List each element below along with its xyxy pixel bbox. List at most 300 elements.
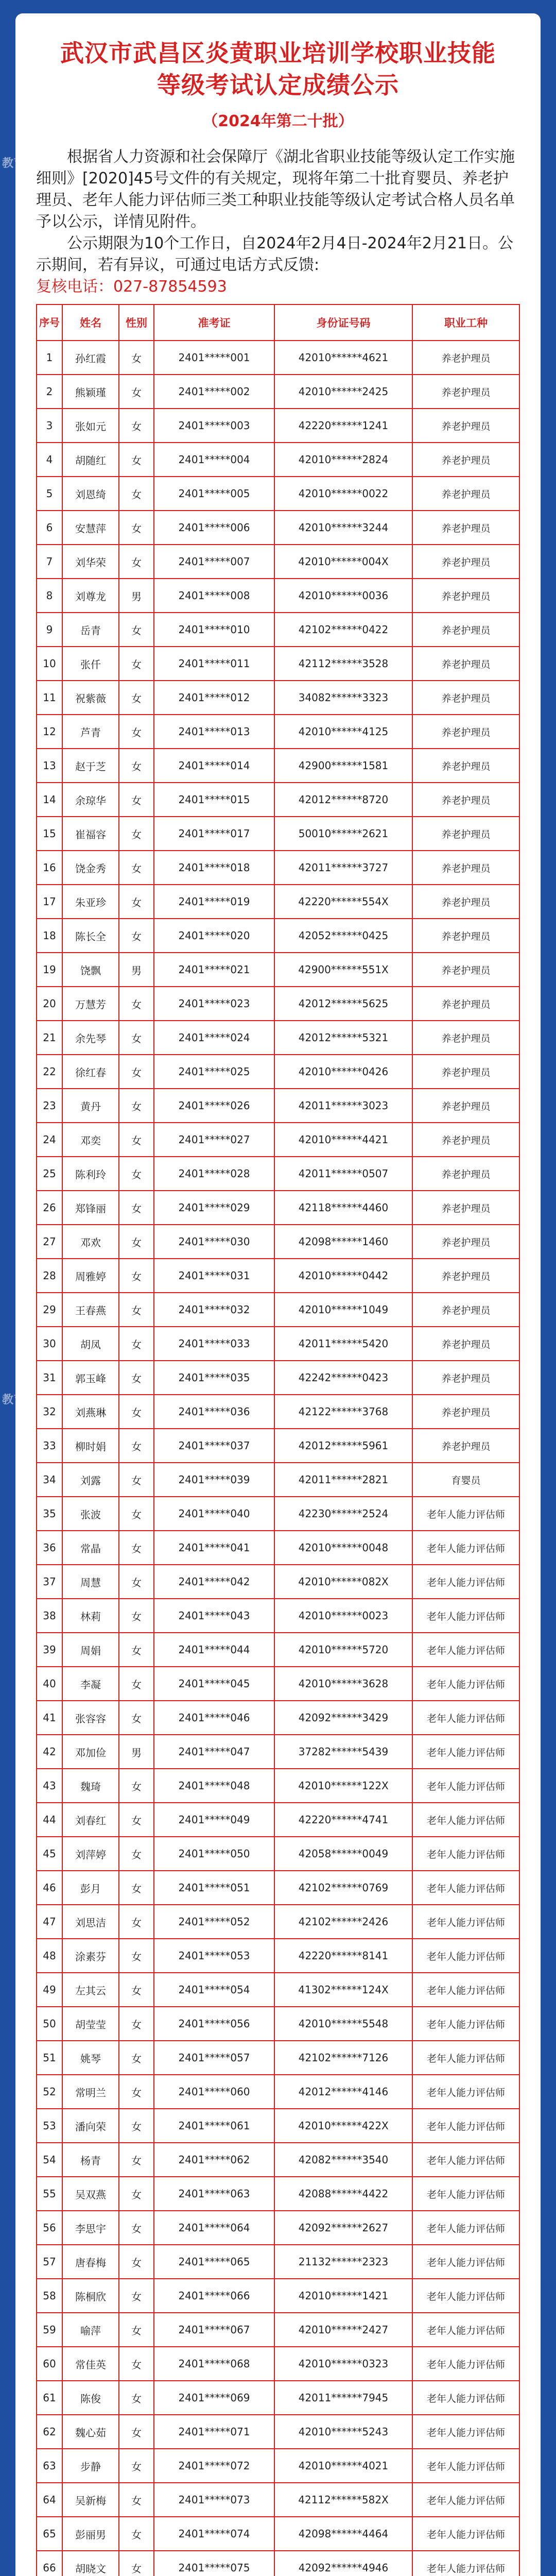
cell-gender: 女 xyxy=(119,2041,154,2075)
cell-job: 老年人能力评估师 xyxy=(412,1769,519,1803)
cell-gender: 女 xyxy=(119,2449,154,2483)
cell-name: 邓奕 xyxy=(62,1123,119,1157)
cell-seq: 11 xyxy=(37,681,62,715)
cell-seq: 45 xyxy=(37,1837,62,1871)
cell-seq: 35 xyxy=(37,1497,62,1531)
header-gender: 性别 xyxy=(119,304,154,341)
cell-job: 养老护理员 xyxy=(412,1055,519,1089)
results-table xyxy=(36,304,520,2576)
notice-card xyxy=(15,13,541,2576)
cell-ticket: 2401*****044 xyxy=(154,1633,274,1667)
cell-ticket: 2401*****007 xyxy=(154,545,274,579)
cell-name: 朱亚珍 xyxy=(62,885,119,919)
cell-id: 42058******0049 xyxy=(274,1837,412,1871)
cell-seq: 57 xyxy=(37,2245,62,2279)
cell-gender: 女 xyxy=(119,1395,154,1429)
cell-ticket: 2401*****035 xyxy=(154,1361,274,1395)
cell-name: 芦青 xyxy=(62,715,119,749)
cell-gender: 女 xyxy=(119,987,154,1021)
cell-job: 养老护理员 xyxy=(412,1361,519,1395)
cell-job: 老年人能力评估师 xyxy=(412,1701,519,1735)
cell-job: 养老护理员 xyxy=(412,341,519,375)
cell-id: 42122******3768 xyxy=(274,1395,412,1429)
cell-seq: 33 xyxy=(37,1429,62,1463)
table-row xyxy=(37,1191,519,1225)
cell-job: 养老护理员 xyxy=(412,477,519,511)
table-row xyxy=(37,2381,519,2415)
cell-id: 42011******0507 xyxy=(274,1157,412,1191)
cell-id: 42010******5243 xyxy=(274,2415,412,2449)
table-row xyxy=(37,1973,519,2007)
cell-ticket: 2401*****049 xyxy=(154,1803,274,1837)
cell-ticket: 2401*****069 xyxy=(154,2381,274,2415)
cell-ticket: 2401*****011 xyxy=(154,647,274,681)
cell-ticket: 2401*****027 xyxy=(154,1123,274,1157)
table-row xyxy=(37,2245,519,2279)
table-row xyxy=(37,1667,519,1701)
cell-name: 周雅婷 xyxy=(62,1259,119,1293)
cell-seq: 51 xyxy=(37,2041,62,2075)
cell-id: 42010******4021 xyxy=(274,2449,412,2483)
cell-gender: 女 xyxy=(119,681,154,715)
cell-id: 42011******3727 xyxy=(274,851,412,885)
cell-name: 黄丹 xyxy=(62,1089,119,1123)
cell-id: 42112******582X xyxy=(274,2483,412,2517)
table-row xyxy=(37,2109,519,2143)
table-row xyxy=(37,1089,519,1123)
cell-seq: 52 xyxy=(37,2075,62,2109)
cell-seq: 39 xyxy=(37,1633,62,1667)
table-row xyxy=(37,1361,519,1395)
cell-job: 老年人能力评估师 xyxy=(412,2381,519,2415)
cell-job: 养老护理员 xyxy=(412,749,519,783)
cell-job: 养老护理员 xyxy=(412,817,519,851)
cell-job: 老年人能力评估师 xyxy=(412,2415,519,2449)
table-row xyxy=(37,1157,519,1191)
cell-id: 42010******122X xyxy=(274,1769,412,1803)
cell-ticket: 2401*****025 xyxy=(154,1055,274,1089)
cell-gender: 女 xyxy=(119,885,154,919)
cell-ticket: 2401*****063 xyxy=(154,2177,274,2211)
cell-gender: 女 xyxy=(119,1497,154,1531)
cell-ticket: 2401*****019 xyxy=(154,885,274,919)
cell-seq: 19 xyxy=(37,953,62,987)
cell-job: 老年人能力评估师 xyxy=(412,1837,519,1871)
table-header-row xyxy=(37,304,519,341)
cell-seq: 54 xyxy=(37,2143,62,2177)
cell-seq: 48 xyxy=(37,1939,62,1973)
cell-ticket: 2401*****039 xyxy=(154,1463,274,1497)
table-row xyxy=(37,477,519,511)
cell-gender: 女 xyxy=(119,1565,154,1599)
cell-seq: 64 xyxy=(37,2483,62,2517)
table-row xyxy=(37,1497,519,1531)
cell-gender: 女 xyxy=(119,2483,154,2517)
cell-seq: 8 xyxy=(37,579,62,613)
cell-gender: 女 xyxy=(119,2517,154,2551)
cell-ticket: 2401*****074 xyxy=(154,2517,274,2551)
cell-seq: 26 xyxy=(37,1191,62,1225)
table-row xyxy=(37,1837,519,1871)
cell-id: 42092******3429 xyxy=(274,1701,412,1735)
table-row xyxy=(37,2517,519,2551)
cell-id: 50010******2621 xyxy=(274,817,412,851)
cell-ticket: 2401*****021 xyxy=(154,953,274,987)
cell-id: 42118******4460 xyxy=(274,1191,412,1225)
cell-name: 郑锋丽 xyxy=(62,1191,119,1225)
cell-gender: 女 xyxy=(119,1803,154,1837)
cell-ticket: 2401*****028 xyxy=(154,1157,274,1191)
cell-ticket: 2401*****050 xyxy=(154,1837,274,1871)
cell-id: 42010******082X xyxy=(274,1565,412,1599)
header-seq: 序号 xyxy=(37,304,62,341)
table-row xyxy=(37,2313,519,2347)
cell-ticket: 2401*****065 xyxy=(154,2245,274,2279)
cell-name: 胡晓文 xyxy=(62,2551,119,2576)
cell-gender: 女 xyxy=(119,545,154,579)
cell-job: 老年人能力评估师 xyxy=(412,1871,519,1905)
cell-job: 老年人能力评估师 xyxy=(412,1497,519,1531)
table-row xyxy=(37,1531,519,1565)
cell-ticket: 2401*****068 xyxy=(154,2347,274,2381)
cell-job: 老年人能力评估师 xyxy=(412,1735,519,1769)
cell-id: 42010******2425 xyxy=(274,375,412,409)
cell-gender: 女 xyxy=(119,783,154,817)
cell-seq: 61 xyxy=(37,2381,62,2415)
cell-gender: 女 xyxy=(119,511,154,545)
cell-name: 万慧芳 xyxy=(62,987,119,1021)
cell-ticket: 2401*****014 xyxy=(154,749,274,783)
cell-gender: 女 xyxy=(119,2381,154,2415)
cell-seq: 32 xyxy=(37,1395,62,1429)
cell-id: 42010******5720 xyxy=(274,1633,412,1667)
cell-gender: 男 xyxy=(119,953,154,987)
cell-name: 柳时娟 xyxy=(62,1429,119,1463)
cell-gender: 男 xyxy=(119,1735,154,1769)
cell-job: 养老护理员 xyxy=(412,919,519,953)
cell-name: 吴双燕 xyxy=(62,2177,119,2211)
header-id: 身份证号码 xyxy=(274,304,412,341)
table-row xyxy=(37,341,519,375)
cell-seq: 63 xyxy=(37,2449,62,2483)
table-row xyxy=(37,2551,519,2576)
table-row xyxy=(37,409,519,443)
cell-id: 42010******422X xyxy=(274,2109,412,2143)
cell-gender: 女 xyxy=(119,1871,154,1905)
cell-name: 喻萍 xyxy=(62,2313,119,2347)
header-name: 姓名 xyxy=(62,304,119,341)
cell-id: 42220******554X xyxy=(274,885,412,919)
cell-job: 养老护理员 xyxy=(412,1259,519,1293)
cell-ticket: 2401*****062 xyxy=(154,2143,274,2177)
table-row xyxy=(37,2211,519,2245)
table-row xyxy=(37,2041,519,2075)
cell-job: 养老护理员 xyxy=(412,545,519,579)
cell-seq: 62 xyxy=(37,2415,62,2449)
cell-name: 魏琦 xyxy=(62,1769,119,1803)
cell-ticket: 2401*****066 xyxy=(154,2279,274,2313)
cell-gender: 女 xyxy=(119,851,154,885)
table-row xyxy=(37,1123,519,1157)
cell-job: 老年人能力评估师 xyxy=(412,1633,519,1667)
cell-name: 孙红霞 xyxy=(62,341,119,375)
cell-seq: 65 xyxy=(37,2517,62,2551)
cell-id: 34082******3323 xyxy=(274,681,412,715)
cell-job: 老年人能力评估师 xyxy=(412,1599,519,1633)
cell-id: 42010******0426 xyxy=(274,1055,412,1089)
cell-gender: 女 xyxy=(119,2109,154,2143)
cell-gender: 女 xyxy=(119,1837,154,1871)
cell-gender: 女 xyxy=(119,1293,154,1327)
cell-id: 41302******124X xyxy=(274,1973,412,2007)
cell-job: 老年人能力评估师 xyxy=(412,1905,519,1939)
cell-gender: 女 xyxy=(119,2245,154,2279)
cell-seq: 55 xyxy=(37,2177,62,2211)
cell-ticket: 2401*****031 xyxy=(154,1259,274,1293)
table-body xyxy=(37,341,519,2576)
cell-job: 老年人能力评估师 xyxy=(412,2313,519,2347)
cell-id: 42900******551X xyxy=(274,953,412,987)
cell-id: 42011******5420 xyxy=(274,1327,412,1361)
cell-seq: 66 xyxy=(37,2551,62,2576)
cell-job: 养老护理员 xyxy=(412,953,519,987)
cell-seq: 47 xyxy=(37,1905,62,1939)
table-row xyxy=(37,2177,519,2211)
cell-job: 养老护理员 xyxy=(412,681,519,715)
table-row xyxy=(37,613,519,647)
cell-gender: 女 xyxy=(119,919,154,953)
table-row xyxy=(37,817,519,851)
cell-job: 老年人能力评估师 xyxy=(412,2245,519,2279)
cell-seq: 7 xyxy=(37,545,62,579)
cell-name: 王春燕 xyxy=(62,1293,119,1327)
cell-ticket: 2401*****010 xyxy=(154,613,274,647)
cell-name: 林莉 xyxy=(62,1599,119,1633)
cell-name: 胡随红 xyxy=(62,443,119,477)
batch-label: （2024年第二十批） xyxy=(202,112,354,130)
cell-job: 养老护理员 xyxy=(412,647,519,681)
cell-seq: 21 xyxy=(37,1021,62,1055)
cell-name: 彭丽男 xyxy=(62,2517,119,2551)
cell-name: 张波 xyxy=(62,1497,119,1531)
cell-id: 42102******7126 xyxy=(274,2041,412,2075)
cell-seq: 10 xyxy=(37,647,62,681)
cell-id: 42082******3540 xyxy=(274,2143,412,2177)
cell-job: 老年人能力评估师 xyxy=(412,2347,519,2381)
cell-job: 老年人能力评估师 xyxy=(412,2211,519,2245)
table-row xyxy=(37,2007,519,2041)
cell-id: 42242******0423 xyxy=(274,1361,412,1395)
table-row xyxy=(37,1259,519,1293)
cell-ticket: 2401*****061 xyxy=(154,2109,274,2143)
cell-ticket: 2401*****003 xyxy=(154,409,274,443)
cell-name: 刘思洁 xyxy=(62,1905,119,1939)
table-row xyxy=(37,1463,519,1497)
cell-gender: 女 xyxy=(119,1123,154,1157)
review-hotline: 复核电话：027-87854593 xyxy=(36,278,227,296)
cell-seq: 13 xyxy=(37,749,62,783)
cell-seq: 38 xyxy=(37,1599,62,1633)
cell-id: 42052******0425 xyxy=(274,919,412,953)
cell-ticket: 2401*****032 xyxy=(154,1293,274,1327)
cell-name: 刘春红 xyxy=(62,1803,119,1837)
cell-name: 常明兰 xyxy=(62,2075,119,2109)
cell-id: 42010******0022 xyxy=(274,477,412,511)
cell-gender: 女 xyxy=(119,715,154,749)
cell-ticket: 2401*****017 xyxy=(154,817,274,851)
cell-gender: 女 xyxy=(119,1701,154,1735)
cell-name: 饶金秀 xyxy=(62,851,119,885)
cell-ticket: 2401*****056 xyxy=(154,2007,274,2041)
cell-ticket: 2401*****073 xyxy=(154,2483,274,2517)
cell-seq: 37 xyxy=(37,1565,62,1599)
cell-id: 42010******0048 xyxy=(274,1531,412,1565)
cell-id: 42012******8720 xyxy=(274,783,412,817)
table-row xyxy=(37,2279,519,2313)
cell-gender: 女 xyxy=(119,2143,154,2177)
table-row xyxy=(37,2075,519,2109)
cell-ticket: 2401*****008 xyxy=(154,579,274,613)
cell-seq: 20 xyxy=(37,987,62,1021)
cell-job: 养老护理员 xyxy=(412,375,519,409)
cell-gender: 女 xyxy=(119,1667,154,1701)
cell-ticket: 2401*****051 xyxy=(154,1871,274,1905)
cell-seq: 46 xyxy=(37,1871,62,1905)
cell-name: 张如元 xyxy=(62,409,119,443)
cell-name: 刘华荣 xyxy=(62,545,119,579)
cell-seq: 56 xyxy=(37,2211,62,2245)
cell-name: 刘露 xyxy=(62,1463,119,1497)
cell-ticket: 2401*****060 xyxy=(154,2075,274,2109)
cell-job: 养老护理员 xyxy=(412,579,519,613)
table-row xyxy=(37,1871,519,1905)
table-row xyxy=(37,919,519,953)
cell-id: 42010******0036 xyxy=(274,579,412,613)
table-row xyxy=(37,1633,519,1667)
cell-name: 饶飘 xyxy=(62,953,119,987)
cell-gender: 女 xyxy=(119,477,154,511)
cell-id: 42010******5548 xyxy=(274,2007,412,2041)
notice-paragraph-2: 公示期限为10个工作日，自2024年2月4日-2024年2月21日。公示期间，若有异议，可通过电话方式反馈: xyxy=(36,234,514,274)
cell-gender: 女 xyxy=(119,1259,154,1293)
table-row xyxy=(37,1701,519,1735)
cell-ticket: 2401*****064 xyxy=(154,2211,274,2245)
cell-name: 岳青 xyxy=(62,613,119,647)
watermark-logo: 教育宝 xyxy=(2,1394,37,1406)
cell-name: 胡凤 xyxy=(62,1327,119,1361)
cell-id: 42010******2824 xyxy=(274,443,412,477)
table-row xyxy=(37,1769,519,1803)
cell-gender: 女 xyxy=(119,1157,154,1191)
cell-name: 邓欢 xyxy=(62,1225,119,1259)
cell-ticket: 2401*****067 xyxy=(154,2313,274,2347)
cell-ticket: 2401*****013 xyxy=(154,715,274,749)
cell-id: 42092******2627 xyxy=(274,2211,412,2245)
cell-id: 42012******5625 xyxy=(274,987,412,1021)
cell-seq: 23 xyxy=(37,1089,62,1123)
cell-name: 李思宇 xyxy=(62,2211,119,2245)
cell-ticket: 2401*****046 xyxy=(154,1701,274,1735)
table-row xyxy=(37,885,519,919)
cell-id: 42010******3244 xyxy=(274,511,412,545)
cell-id: 42012******5321 xyxy=(274,1021,412,1055)
cell-job: 老年人能力评估师 xyxy=(412,1531,519,1565)
cell-name: 徐红春 xyxy=(62,1055,119,1089)
cell-job: 养老护理员 xyxy=(412,1089,519,1123)
cell-seq: 34 xyxy=(37,1463,62,1497)
cell-job: 老年人能力评估师 xyxy=(412,2483,519,2517)
table-row xyxy=(37,1565,519,1599)
cell-job: 老年人能力评估师 xyxy=(412,2279,519,2313)
cell-job: 老年人能力评估师 xyxy=(412,1939,519,1973)
cell-ticket: 2401*****004 xyxy=(154,443,274,477)
cell-name: 郭玉峰 xyxy=(62,1361,119,1395)
cell-id: 42112******3528 xyxy=(274,647,412,681)
cell-job: 养老护理员 xyxy=(412,1293,519,1327)
cell-name: 涂素芬 xyxy=(62,1939,119,1973)
cell-id: 42012******5961 xyxy=(274,1429,412,1463)
cell-seq: 50 xyxy=(37,2007,62,2041)
table-row xyxy=(37,783,519,817)
cell-ticket: 2401*****072 xyxy=(154,2449,274,2483)
table-row xyxy=(37,1055,519,1089)
cell-job: 养老护理员 xyxy=(412,783,519,817)
cell-ticket: 2401*****052 xyxy=(154,1905,274,1939)
cell-ticket: 2401*****030 xyxy=(154,1225,274,1259)
cell-id: 42010******4421 xyxy=(274,1123,412,1157)
cell-name: 常佳英 xyxy=(62,2347,119,2381)
table-row xyxy=(37,1905,519,1939)
cell-gender: 女 xyxy=(119,1463,154,1497)
cell-gender: 女 xyxy=(119,1361,154,1395)
table-row xyxy=(37,749,519,783)
cell-job: 养老护理员 xyxy=(412,1123,519,1157)
cell-seq: 2 xyxy=(37,375,62,409)
table-row xyxy=(37,851,519,885)
cell-gender: 女 xyxy=(119,817,154,851)
cell-seq: 6 xyxy=(37,511,62,545)
cell-seq: 59 xyxy=(37,2313,62,2347)
cell-seq: 49 xyxy=(37,1973,62,2007)
cell-ticket: 2401*****033 xyxy=(154,1327,274,1361)
table-row xyxy=(37,1735,519,1769)
cell-gender: 女 xyxy=(119,2313,154,2347)
cell-id: 42010******1421 xyxy=(274,2279,412,2313)
cell-gender: 女 xyxy=(119,2551,154,2576)
cell-job: 养老护理员 xyxy=(412,409,519,443)
cell-job: 养老护理员 xyxy=(412,987,519,1021)
cell-job: 养老护理员 xyxy=(412,613,519,647)
cell-name: 李凝 xyxy=(62,1667,119,1701)
cell-id: 42088******4422 xyxy=(274,2177,412,2211)
cell-id: 37282******5439 xyxy=(274,1735,412,1769)
cell-name: 刘恩绮 xyxy=(62,477,119,511)
cell-job: 养老护理员 xyxy=(412,715,519,749)
cell-name: 安慧萍 xyxy=(62,511,119,545)
cell-ticket: 2401*****043 xyxy=(154,1599,274,1633)
cell-job: 老年人能力评估师 xyxy=(412,2109,519,2143)
cell-name: 步静 xyxy=(62,2449,119,2483)
cell-id: 42102******0769 xyxy=(274,1871,412,1905)
cell-name: 魏心茹 xyxy=(62,2415,119,2449)
cell-name: 胡莹莹 xyxy=(62,2007,119,2041)
cell-id: 42010******0023 xyxy=(274,1599,412,1633)
cell-seq: 25 xyxy=(37,1157,62,1191)
table-row xyxy=(37,647,519,681)
cell-job: 育婴员 xyxy=(412,1463,519,1497)
table-row xyxy=(37,579,519,613)
table-row xyxy=(37,715,519,749)
